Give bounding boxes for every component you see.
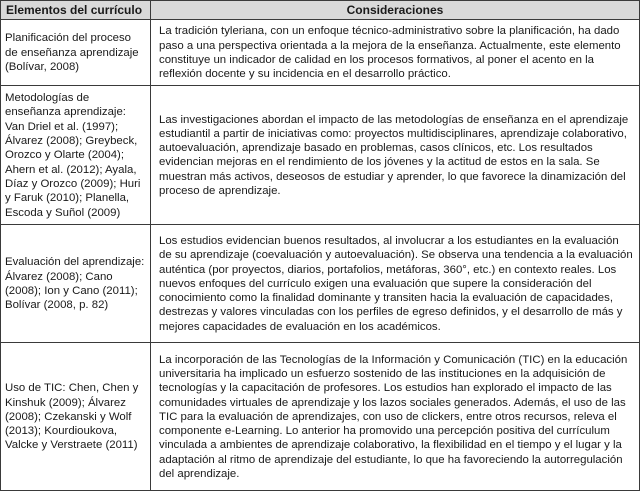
table-row — [1, 343, 640, 491]
table-row — [1, 86, 640, 225]
row-consideration-cell: Los estudios evidencian buenos resultados, al involucrar a los estudiantes en la evaluación de su aprendizaje (coevaluación y autoevaluación). Se observa una tendencia a la evaluación auténtica (por proyectos, diarios, portafolios, metáforas, 360°, etc.) en contexto reales. Los nuevos enfoques del currículo exigen una evaluación que supere la consideración del conocimiento como la finalidad dominante y transiten hacia la evaluación de capacidades, destrezas y valores vinculadas con los perfiles de egreso definidos, y el desarrollo de más y mejores capacidades de evaluación en los académicos. — [151, 225, 640, 343]
row-element-cell: Uso de TIC: Chen, Chen y Kinshuk (2009); Álvarez (2008); Czekanski y Wolf (2013); Kourdioukova, Valcke y Verstraete (2011) — [1, 343, 151, 491]
header-considerations: Consideraciones — [151, 1, 640, 20]
header-elements: Elementos del currículo — [1, 1, 151, 20]
table-row — [1, 225, 640, 343]
table-header-row — [1, 1, 640, 20]
row-consideration-cell: La incorporación de las Tecnologías de la Información y Comunicación (TIC) en la educación universitaria ha implicado un esfuerzo sostenido de las instituciones en la adquisición de tecnologías y la capacitación de profesores. Los estudios han explorado el impacto de las comunidades virtuales de aprendizaje y los lazos sociales generados. Además, el uso de las TIC para la evaluación de aprendizajes, con uso de clickers, entre otros recursos, releva el componente e-Learning. Lo anterior ha promovido una percepción positiva del currículum vinculada a ambientes de aprendizaje colaborativo, la flexibilidad en el tiempo y el lugar y la adaptación al ritmo de aprendizaje del estudiante, lo que ha favoreciendo la autorregulación del aprendizaje. — [151, 343, 640, 491]
row-element-cell: Evaluación del aprendizaje: Álvarez (2008); Cano (2008); Ion y Cano (2011); Bolívar (2008, p. 82) — [1, 225, 151, 343]
table-row — [1, 20, 640, 86]
row-consideration-cell: La tradición tyleriana, con un enfoque técnico-administrativo sobre la planificación, ha dado paso a una perspectiva orientada a la mejora de la enseñanza. Actualmente, este elemento constituye un indicador de calidad en los procesos formativos, al poner el acento en la reflexión docente y su incidencia en el desarrollo práctico. — [151, 20, 640, 86]
row-element-cell: Metodologías de enseñanza aprendizaje: Van Driel et al. (1997); Álvarez (2008); Greybeck, Orozco y Olarte (2004); Ahern et al. (2012); Ayala, Díaz y Orozco (2009); Huri y Faruk (2010); Planella, Escoda y Suñol (2009) — [1, 86, 151, 225]
row-element-cell: Planificación del proceso de enseñanza aprendizaje (Bolívar, 2008) — [1, 20, 151, 86]
row-consideration-cell: Las investigaciones abordan el impacto de las metodologías de enseñanza en el aprendizaje estudiantil a partir de iniciativas como: proyectos multidisciplinares, aprendizaje colaborativo, autoevaluación, aprendizaje basado en problemas, casos clínicos, etc. Los resultados evidencian mejoras en el rendimiento de los jóvenes y la actitud de estos en la sala. Se muestran más activos, deseosos de estudiar y aprender, lo que favorece la dinamización del proceso de aprendizaje. — [151, 86, 640, 225]
